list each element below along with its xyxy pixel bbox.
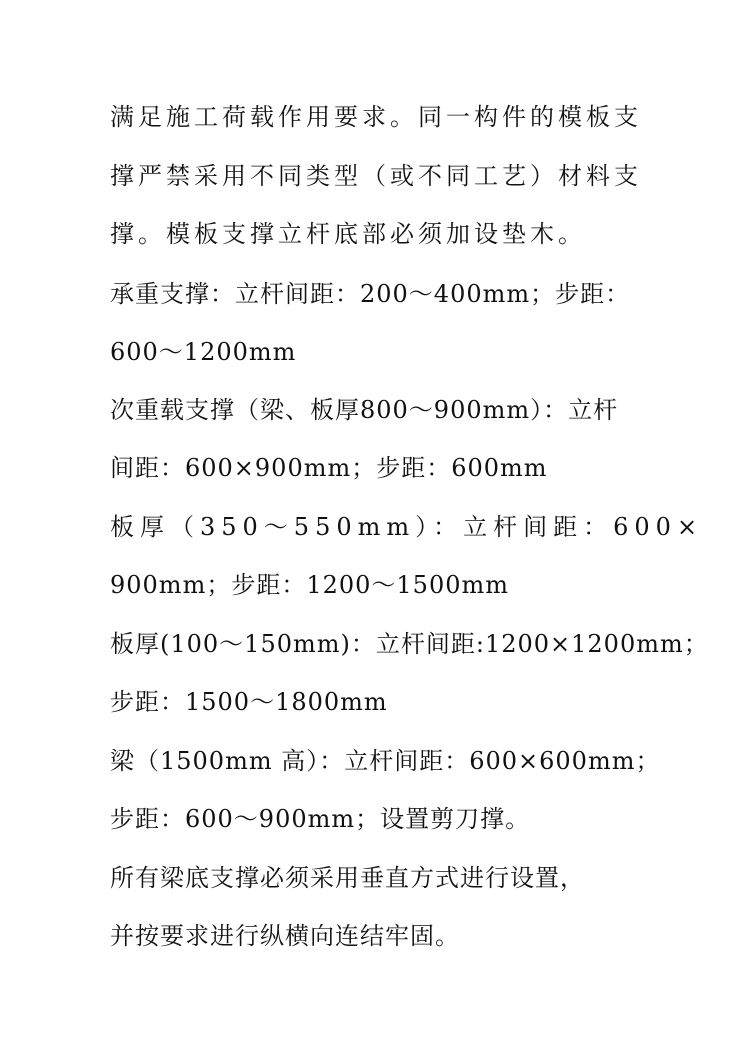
text-line: 撑。模板支撑立杆底部必须加设垫木。 — [110, 220, 586, 248]
text-line: 并按要求进行纵横向连结牢固。 — [110, 922, 460, 950]
text-line: 撑严禁采用不同类型（或不同工艺）材料支 — [110, 162, 642, 190]
text-line: 步距：600～900mm；设置剪刀撑。 — [110, 805, 531, 833]
text-line: 梁（1500mm 高）：立杆间距：600×600mm； — [110, 747, 661, 775]
text-line: 板厚（350～550mm）：立杆间距：600× — [110, 513, 704, 541]
text-line: 所有梁底支撑必须采用垂直方式进行设置， — [110, 864, 585, 892]
text-line: 步距：1500～1800mm — [110, 688, 388, 716]
text-line: 次重载支撑（梁、板厚800～900mm）：立杆 — [110, 396, 619, 424]
text-line: 间距：600×900mm；步距：600mm — [110, 454, 548, 482]
text-line: 900mm；步距：1200～1500mm — [110, 571, 509, 599]
text-line: 600～1200mm — [110, 338, 297, 366]
text-line: 板厚(100～150mm)：立杆间距:1200×1200mm； — [110, 630, 709, 658]
text-line: 满足施工荷载作用要求。同一构件的模板支 — [110, 103, 642, 131]
text-line: 承重支撑：立杆间距：200～400mm；步距： — [110, 280, 631, 308]
